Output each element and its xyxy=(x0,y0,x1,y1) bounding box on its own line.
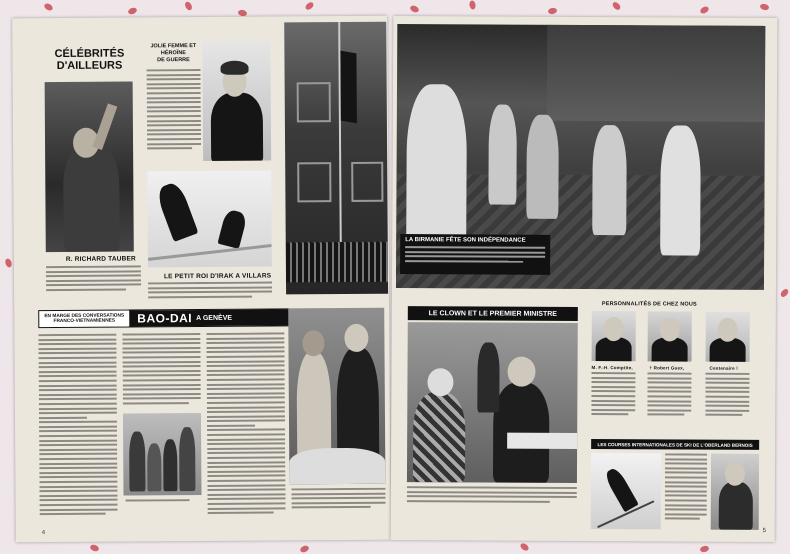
family-photo-caption xyxy=(126,499,202,508)
birmanie-caption-title: LA BIRMANIE FÊTE SON INDÉPENDANCE xyxy=(405,237,526,244)
personnalites-title: PERSONNALITÉS DE CHEZ NOUS xyxy=(601,301,697,308)
bao-dai-text-col2 xyxy=(122,333,201,410)
heroine-caption-line2: HÉROÏNE xyxy=(160,50,186,57)
petit-roi-caption: LE PETIT ROI D'IRAK A VILLARS xyxy=(163,272,272,281)
bao-dai-kicker-line1: EN MARGE DES CONVERSATIONS xyxy=(44,313,125,319)
portrait-centenaire-caption: Centenaire ! xyxy=(709,365,738,371)
heroine-portrait-photo xyxy=(202,41,271,161)
skier-portrait-photo xyxy=(711,454,759,530)
bao-dai-title: BAO-DAI xyxy=(137,311,193,326)
clown-header xyxy=(408,306,578,321)
clown-premier-ministre-photo xyxy=(407,322,578,483)
heroine-caption-line3: DE GUERRE xyxy=(157,57,190,64)
portrait-guex-caption: † Robert Guex, xyxy=(649,365,685,371)
portrait-comptite-caption: M. F.-H. Comptite, xyxy=(591,365,633,371)
family-photo xyxy=(123,413,202,496)
ski-jump-photo xyxy=(591,453,661,529)
magazine-spread xyxy=(14,17,776,541)
page-number-right: 5 xyxy=(762,527,767,534)
petit-roi-ski-photo xyxy=(147,171,272,268)
birmanie-caption-box xyxy=(400,234,550,275)
heroine-caption-block xyxy=(146,43,200,64)
ski-text xyxy=(665,453,707,529)
tauber-caption: R. RICHARD TAUBER xyxy=(65,255,136,263)
embassy-flag-photo xyxy=(284,22,388,295)
courses-ski-header xyxy=(591,439,759,450)
portrait-guex-text xyxy=(647,372,691,432)
portrait-comptite-text xyxy=(591,372,635,432)
portrait-comptite xyxy=(592,311,636,361)
heroine-text xyxy=(147,69,202,169)
tauber-text xyxy=(46,265,141,300)
portrait-centenaire-text xyxy=(705,373,749,433)
bao-dai-text-col3 xyxy=(206,332,285,525)
heroine-caption-line1: JOLIE FEMME ET xyxy=(150,43,197,50)
richard-tauber-photo xyxy=(45,81,134,252)
portrait-centenaire xyxy=(706,312,750,362)
bao-dai-title-suffix: A GENÈVE xyxy=(196,314,233,322)
portrait-guex xyxy=(648,311,692,361)
bao-dai-text-col1 xyxy=(38,334,117,527)
bao-dai-photo-caption xyxy=(291,488,385,519)
page-number-left: 4 xyxy=(41,530,46,537)
clown-text xyxy=(407,486,577,521)
clown-title: LE CLOWN ET LE PREMIER MINISTRE xyxy=(428,309,558,318)
celebrites-title-line2: D'AILLEURS xyxy=(56,59,123,73)
bao-dai-header xyxy=(38,308,290,328)
bao-dai-kicker-line2: FRANCO-VIETNAMIENNES xyxy=(53,318,116,325)
right-page xyxy=(391,16,778,542)
celebrites-heading xyxy=(54,48,124,72)
bao-dai-portrait-photo xyxy=(288,308,385,485)
courses-ski-title: LES COURSES INTERNATIONALES DE SKI DE L'OBERLAND BERNOIS xyxy=(597,441,753,448)
celebrites-title-line1: CÉLÉBRITÉS xyxy=(54,47,125,61)
left-page xyxy=(12,16,391,543)
petit-roi-text xyxy=(148,282,272,303)
